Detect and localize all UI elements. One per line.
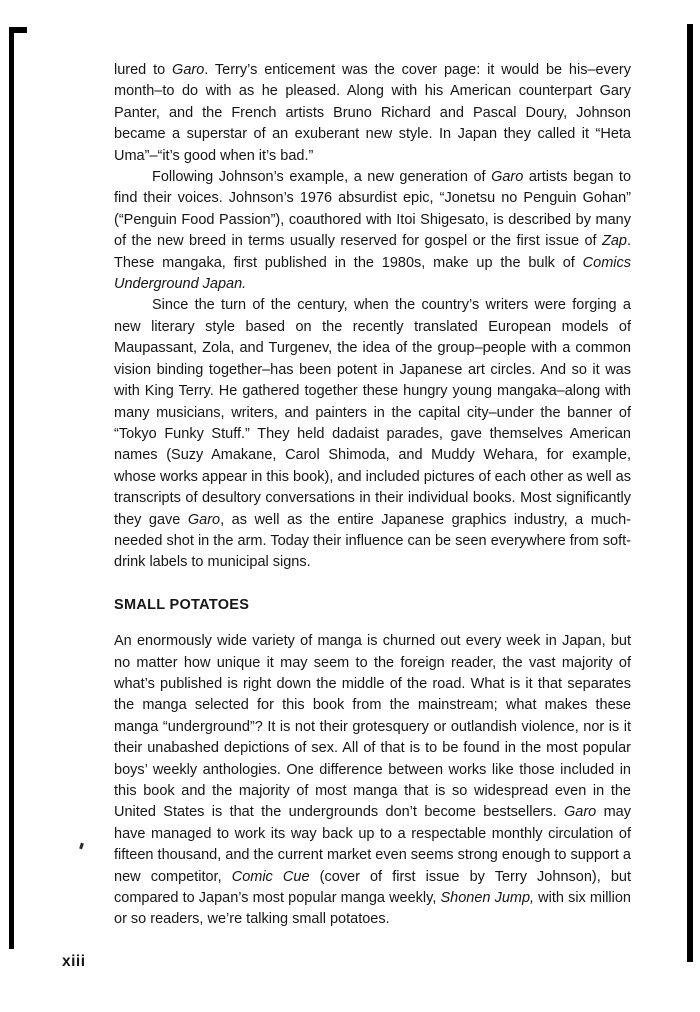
page-number: xiii	[62, 953, 86, 970]
paragraph: lured to Garo. Terry’s enticement was the cover page: it would be his–every month–to do with as he pleased. Along with his American counterpart Gary Panter, and the French artists Bruno Richard and Pascal Doury, Johnson became a superstar of an exuberant new style. In Japan they called it “Heta Uma”–“it’s good when it’s bad.”	[114, 62, 631, 164]
section-heading: SMALL POTATOES	[114, 596, 250, 613]
scan-artifact-right-edge	[687, 24, 693, 962]
paragraph: An enormously wide variety of manga is churned out every week in Japan, but no matter how unique it may seem to the foreign reader, the vast majority of what’s published is right down the middle of the road. What is it that separates the manga selected for this book from the mainstream; what makes these manga “underground”? It is not their grotesquery or outlandish violence, nor is it their unabashed depictions of sex. All of that is to be found in the most popular boys’ weekly anthologies. One difference between works like those included in this book and the majority of most manga that is so widespread even in the United States is that the undergrounds don’t become bestsellers. Garo may have managed to work its way back up to a respectable monthly circulation of fifteen thousand, and the current market even seems strong enough to support a new competitor, Comic Cue (cover of first issue by Terry Johnson), but compared to Japan’s most popular manga weekly, Shonen Jump, with six million or so readers, we’re talking small potatoes.	[114, 633, 631, 928]
scan-artifact-left-edge	[9, 27, 14, 949]
scan-artifact-speck	[79, 843, 84, 850]
paragraph: Following Johnson’s example, a new generation of Garo artists began to find their voices. Johnson’s 1976 absurdist epic, “Jonetsu no Penguin Gohan” (“Penguin Food Passion”), coauthored with Itoi Shigesato, is described by many of the new breed in terms usually reserved for gospel or the first issue of Zap. These mangaka, first published in the 1980s, make up the bulk of Comics Underground Japan.	[114, 169, 632, 293]
paragraph: Since the turn of the century, when the country’s writers were forging a new literary style based on the recently translated European models of Maupassant, Zola, and Turgenev, the idea of the group–people with a common vision binding together–has been potent in Japanese art circles. And so it was with King Terry. He gathered together these hungry young mangaka–along with many musicians, writers, and painters in the capital city–under the banner of “Tokyo Funky Stuff.” They held dadaist parades, gave themselves American names (Suzy Amakane, Carol Shimoda, and Muddy Wehara, for example, whose works appear in this book), and included pictures of each other as well as transcripts of desultory conversations in their individual books. Most significantly they gave Garo, as well as the entire Japanese graphics industry, a much-needed shot in the arm. Today their influence can be seen everywhere from soft-drink labels to municipal signs.	[114, 297, 631, 571]
scan-artifact-top-left	[9, 27, 27, 33]
text-block	[114, 60, 631, 931]
